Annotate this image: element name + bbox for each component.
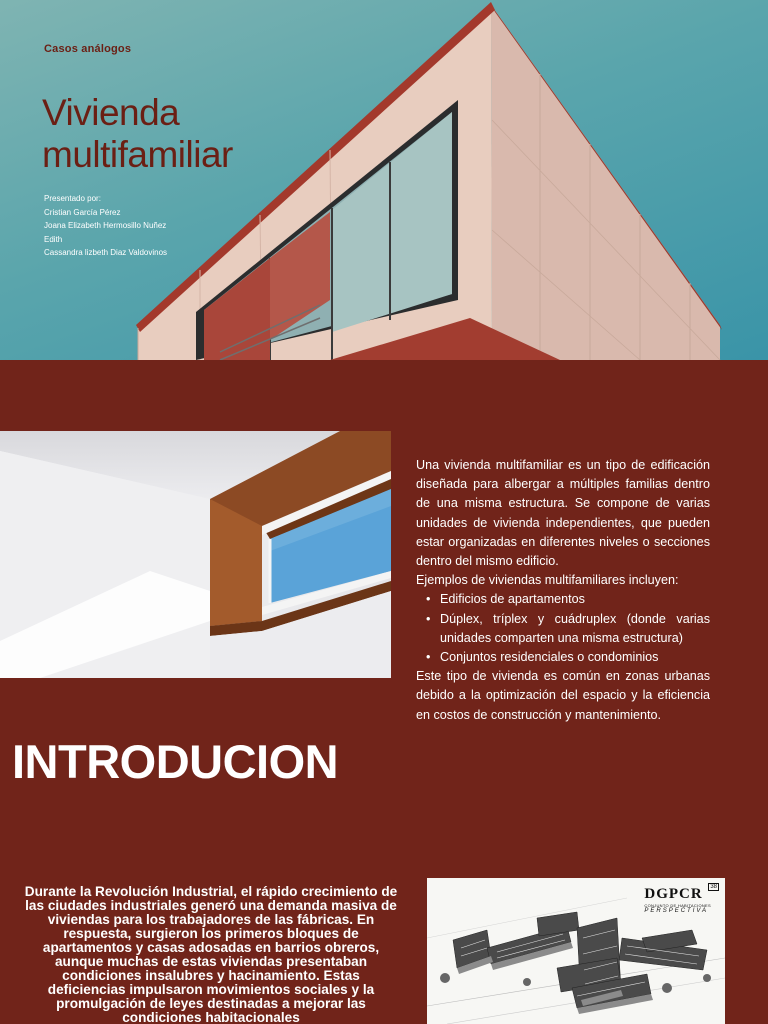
intro-paragraph: Una vivienda multifamiliar es un tipo de edificación diseñada para albergar a múltiples familias dentro de una misma estructura. Se compone de varias unidades de vivienda independientes, que pueden estar organizadas en diferentes niveles o secciones dentro del mismo edificio. (416, 458, 710, 569)
presenters-list (44, 192, 167, 260)
archive-logo (644, 884, 717, 914)
presenter-name: Cristian García Pérez (44, 207, 121, 217)
section-title: INTRODUCION (12, 735, 339, 788)
closing-paragraph: Este tipo de vivienda es común en zonas urbanas debido a la optimización del espacio y la eficiencia en costos de construcción y mantenimiento. (416, 669, 710, 722)
archive-perspective-photo (427, 878, 725, 1024)
examples-list (416, 590, 710, 667)
intro-text-block (416, 456, 710, 725)
presenter-name: Cassandra lizbeth Diaz Valdovinos (44, 248, 168, 257)
archive-logo-text: DGPCR (644, 886, 703, 902)
presenter-name: Joana Elizabeth Hermosillo Nuñez (44, 221, 167, 230)
title-line-2: multifamiliar (42, 134, 233, 175)
archive-logo-subtitle: CONJUNTO DE HABITACIONES (644, 903, 711, 908)
list-item: • Conjuntos residenciales o condominios (416, 648, 710, 667)
archive-page-mark: 38 (710, 884, 717, 890)
page-title (42, 92, 233, 176)
archive-logo-caption: PERSPECTIVA (644, 908, 709, 914)
history-paragraph: Durante la Revolución Industrial, el rápido crecimiento de las ciudades industriales generó una demanda masiva de viviendas para los trabajadores de las fábricas. En respuesta, surgieron los primeros bloques de apartamentos y casas adosadas en barrios obreros, aunque muchas de estas viviendas presentaban condiciones insalubres y hacinamiento. Estas deficiencias impulsaron movimientos sociales y la promulgación de leyes destinadas a mejorar las condiciones habitacionales (24, 884, 398, 1024)
title-line-1: Vivienda (42, 92, 180, 133)
presented-by-label: Presentado por: (44, 194, 101, 203)
hero-banner (0, 0, 768, 360)
eyebrow-label: Casos análogos (44, 43, 132, 55)
list-item: • Dúplex, tríplex y cuádruplex (donde varias unidades comparten una misma estructura) (416, 610, 710, 648)
list-item: • Edificios de apartamentos (416, 590, 710, 609)
presenter-name: Edith (44, 234, 63, 244)
interior-window-photo (0, 431, 391, 678)
examples-intro: Ejemplos de viviendas multifamiliares incluyen: (416, 573, 679, 588)
